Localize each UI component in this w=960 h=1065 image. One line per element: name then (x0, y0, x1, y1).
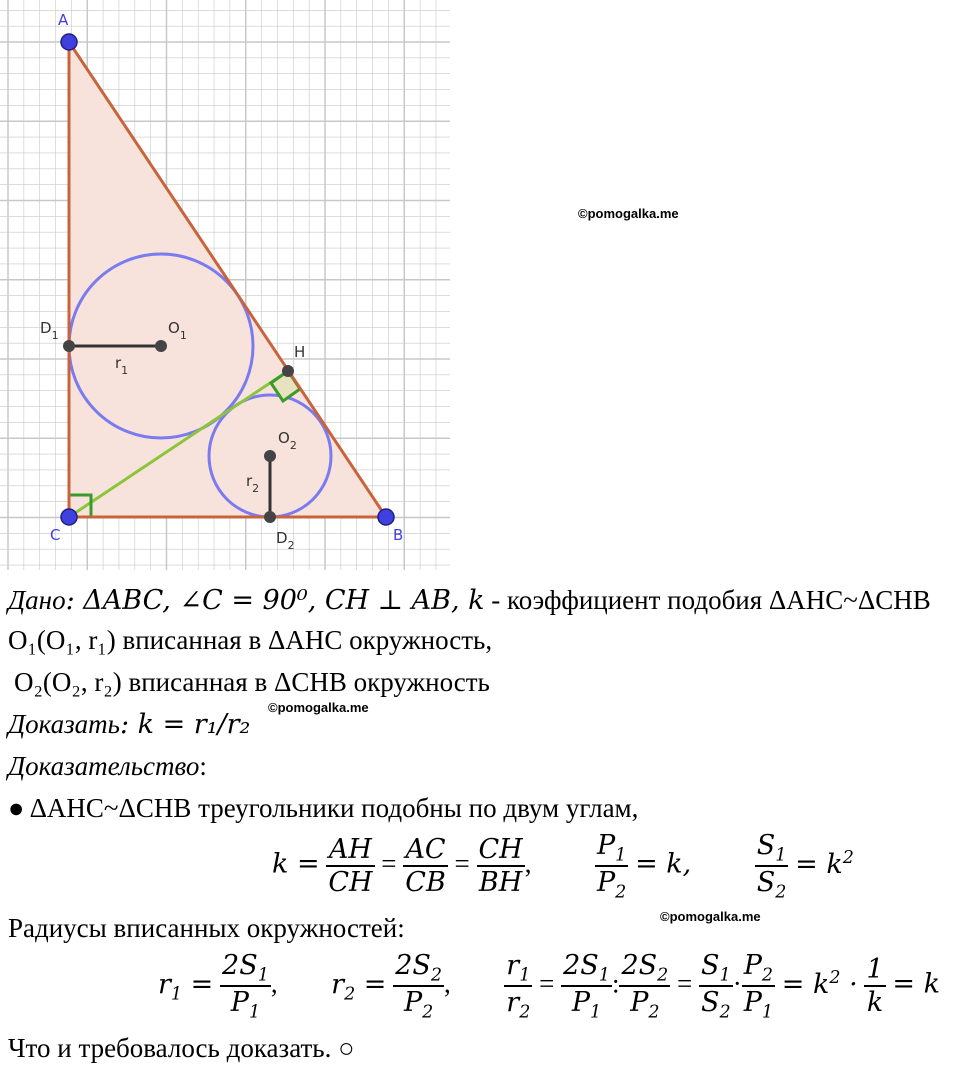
label-h: H (294, 343, 306, 361)
prove-math: : k = r₁/r₂ (119, 709, 251, 740)
point-o1 (155, 340, 167, 352)
radii-line: Радиусы вписанных окружностей: (8, 913, 405, 943)
watermark-1: ©pomogalka.me (578, 206, 679, 221)
o2-line: O₂(O₂, r₂) вписанная в ΔCHB окружность (14, 667, 490, 697)
o1-line: O₁(O₁, r₁) вписанная в ΔAHC окружность, (8, 625, 493, 655)
point-h (282, 365, 294, 377)
label-o1: $O_1$ (168, 319, 187, 342)
proof-label: Доказательство (8, 751, 200, 781)
point-d1 (63, 340, 75, 352)
point-a (61, 34, 77, 50)
proof-line (8, 750, 207, 782)
label-r2: $r_2$ (246, 472, 260, 495)
watermark-2: ©pomogalka.me (268, 700, 369, 715)
label-a: A (58, 11, 69, 29)
prove-label: Доказать (8, 709, 120, 739)
proof-colon: : (199, 751, 207, 781)
label-d2: $D_2$ (276, 529, 295, 552)
point-b (378, 509, 394, 525)
label-d1: $D_1$ (40, 319, 59, 342)
prove-line (8, 708, 250, 741)
label-o2: $O_2$ (278, 429, 297, 452)
point-o2 (264, 450, 276, 462)
triangle-figure (0, 0, 450, 570)
end-line: Что и требовалось доказать. ○ (8, 1033, 355, 1063)
similarity-equation: k = $\frac{AH}{CH}$ = $\frac{AC}{CB}$ = $\frac{CH}{BH}$ , $\frac{P_1}{P_2}$ = k, $\frac{S_1}{S_2}$ = $k^2$ (272, 830, 854, 903)
given-rest: - коэффициент подобия ΔAHC~ΔCHB (484, 585, 931, 615)
given-label: Дано (8, 585, 66, 615)
given-line (8, 584, 931, 617)
point-c (61, 509, 77, 525)
point-d2 (264, 511, 276, 523)
bullet-line: ● ΔAHC~ΔCHB треугольники подобны по двум углам, (8, 793, 639, 823)
watermark-3: ©pomogalka.me (660, 909, 761, 924)
given-math: : ΔABC, ∠C = 90⁰, CH ⊥ AB, k (65, 585, 485, 616)
label-c: C (50, 526, 61, 544)
label-r1: $r_1$ (115, 354, 129, 377)
radii-equation: $r_1$ = $\frac{2S_1}{P_1}$ , $r_2$ = $\frac{2S_2}{P_2}$ , $\frac{r_1}{r_2}$ = $\frac{2S_1}{P_1}$ : $\frac{2S_2}{P_2}$ = $\frac{S_1}{S_2}$ · $\frac{P_2}{P_1}$ = $k^2$ · $\frac{1}{k}$ = k (158, 950, 940, 1023)
label-b: B (393, 526, 404, 544)
